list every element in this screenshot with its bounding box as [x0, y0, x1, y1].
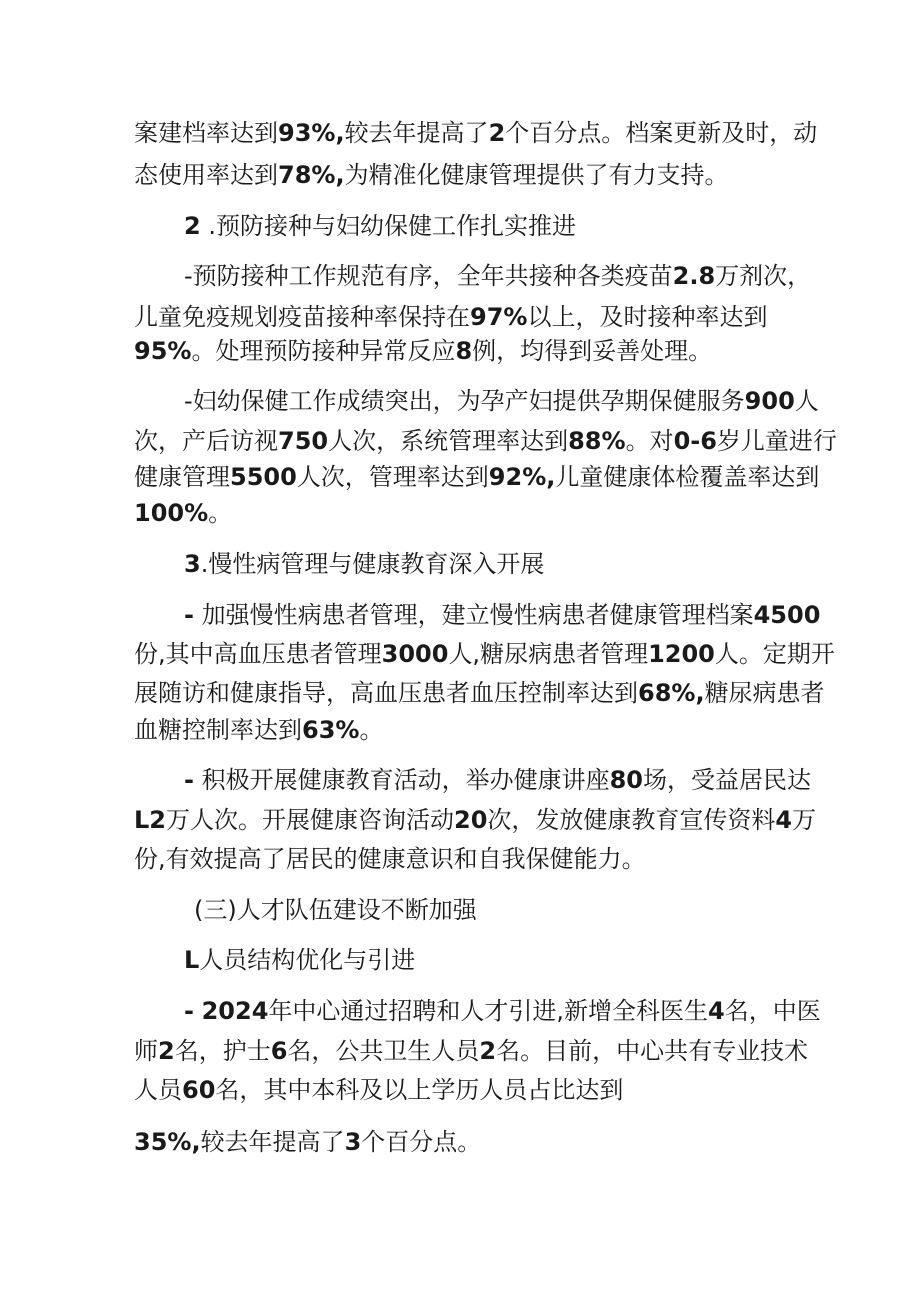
section-heading: 2 .预防接种与妇幼保健工作扎实推进 [184, 212, 576, 240]
text-line: 份,其中高血压患者管理3000人,糖尿病患者管理1200人。定期开 [134, 640, 835, 668]
text-line: 人员60名，其中本科及以上学历人员占比达到 [134, 1076, 624, 1104]
text-line: - 积极开展健康教育活动，举办健康讲座80场，受益居民达 [184, 766, 812, 794]
text-line: 态使用率达到78%,为精准化健康管理提供了有力支持。 [134, 161, 729, 189]
text-line: 95%。处理预防接种异常反应8例，均得到妥善处理。 [134, 337, 713, 365]
section-heading: (三)人才队伍建设不断加强 [194, 896, 477, 924]
text-line: 儿童免疫规划疫苗接种率保持在97%以上，及时接种率达到 [134, 303, 768, 331]
text-line: 100%。 [134, 499, 233, 527]
text-line: 份,有效提高了居民的健康意识和自我保健能力。 [134, 845, 646, 873]
text-line: 案建档率达到93%,较去年提高了2个百分点。档案更新及时，动 [134, 119, 818, 147]
text-line: - 加强慢性病患者管理，建立慢性病患者健康管理档案4500 [184, 601, 821, 629]
text-line: 展随访和健康指导，高血压患者血压控制率达到68%,糖尿病患者 [134, 679, 825, 707]
text-line: 次，产后访视750人次，系统管理率达到88%。对0-6岁儿童进行 [134, 427, 837, 455]
text-line: L2万人次。开展健康咨询活动20次，发放健康教育宣传资料4万 [134, 806, 817, 834]
text-line: 35%,较去年提高了3个百分点。 [134, 1128, 482, 1156]
text-line: 血糖控制率达到63%。 [134, 716, 384, 744]
text-line: 师2名，护士6名，公共卫生人员2名。目前，中心共有专业技术 [134, 1037, 809, 1065]
text-line: -预防接种工作规范有序，全年共接种各类疫苗2.8万剂次， [184, 262, 812, 290]
section-heading: 3.慢性病管理与健康教育深入开展 [184, 550, 545, 578]
text-line: -妇幼保健工作成绩突出，为孕产妇提供孕期保健服务900人 [184, 387, 819, 415]
text-line: 健康管理5500人次，管理率达到92%,儿童健康体检覆盖率达到 [134, 463, 820, 491]
section-heading: L人员结构优化与引进 [184, 946, 416, 974]
text-line: - 2024年中心通过招聘和人才引进,新增全科医生4名，中医 [184, 997, 821, 1025]
